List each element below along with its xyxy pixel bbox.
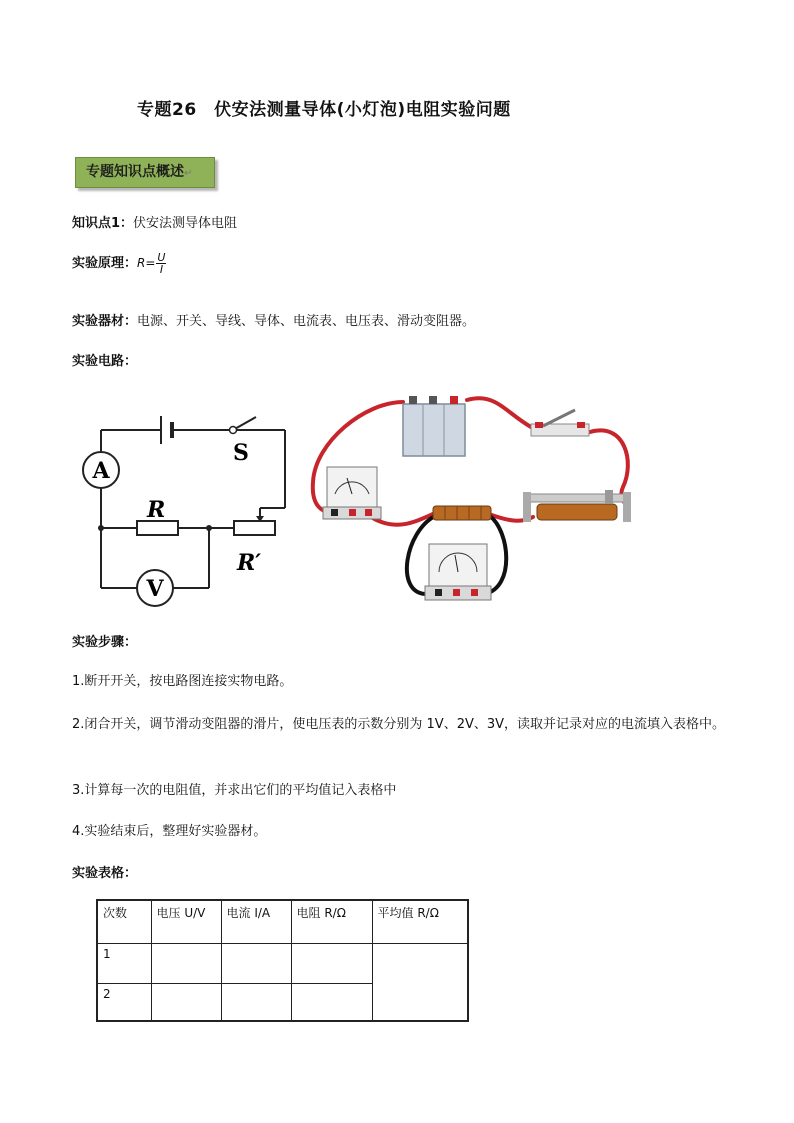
resistor-r: [137, 521, 178, 535]
knowledge-heading: 知识点1：: [72, 216, 134, 231]
knowledge-point: [72, 212, 237, 231]
formula-fraction: [156, 252, 166, 275]
table-cell: [151, 943, 221, 983]
average-cell: [372, 943, 468, 1021]
switch-label: S: [233, 440, 249, 466]
row-index-cell: 2: [97, 983, 151, 1021]
table-cell: [291, 983, 372, 1021]
junction-node: [206, 525, 212, 531]
step-item: 3.计算每一次的电阻值，并求出它们的平均值记入表格中: [72, 783, 397, 798]
principle-heading: 实验原理：: [72, 256, 138, 271]
table-heading: 实验表格：: [72, 866, 138, 881]
section-banner: [75, 157, 215, 188]
return-mark-icon: ↵: [184, 168, 193, 179]
equipment-text: 电源、开关、导线、导体、电流表、电压表、滑动变阻器。: [137, 314, 476, 329]
row-index-cell: 1: [97, 943, 151, 983]
ammeter-device: [323, 467, 381, 519]
junction-node: [98, 525, 104, 531]
voltmeter-label: V: [146, 576, 164, 602]
header-cell: 平均值 R/Ω: [372, 900, 468, 943]
table-cell: [221, 983, 291, 1021]
voltmeter-device: [425, 544, 491, 600]
circuit-heading: 实验电路：: [72, 354, 138, 369]
formula-lhs: R=: [137, 256, 156, 270]
step-item: 4.实验结束后，整理好实验器材。: [72, 824, 267, 839]
rheostat-r-prime: [234, 521, 275, 535]
resistor-label: R: [147, 497, 166, 523]
table-cell: [291, 943, 372, 983]
experiment-table: [96, 899, 469, 1022]
header-cell: 电压 U/V: [151, 900, 221, 943]
formula-numerator: U: [157, 251, 166, 264]
rheostat-label: R′: [237, 550, 262, 576]
equipment-heading: 实验器材：: [72, 314, 138, 329]
page-title: 专题26 伏安法测量导体(小灯泡)电阻实验问题: [137, 100, 511, 120]
ammeter-label: A: [92, 458, 110, 484]
experiment-equipment: [72, 310, 475, 329]
header-cell: 次数: [97, 900, 151, 943]
step-item: 1.断开开关，按电路图连接实物电路。: [72, 674, 293, 689]
formula-denominator: I: [159, 263, 164, 276]
resistor-coil: [433, 506, 491, 520]
table-row: [97, 943, 468, 983]
rheostat-device: [523, 490, 631, 522]
header-cell: 电流 I/A: [221, 900, 291, 943]
apparatus-illustration: [305, 382, 645, 610]
knife-switch: [531, 410, 589, 436]
battery-pack: [403, 396, 465, 456]
banner-label: 专题知识点概述: [86, 164, 184, 180]
switch-contact: [230, 427, 237, 434]
knowledge-text: 伏安法测导体电阻: [133, 216, 238, 231]
table-cell: [221, 943, 291, 983]
steps-heading: 实验步骤：: [72, 635, 138, 650]
circuit-schematic: [75, 400, 300, 610]
experiment-principle: [72, 252, 166, 275]
step-item: 2.闭合开关，调节滑动变阻器的滑片，使电压表的示数分别为 1V、2V、3V，读取并记录对应的电流填入表格中。: [72, 717, 726, 732]
table-cell: [151, 983, 221, 1021]
table-header-row: [97, 900, 468, 943]
header-cell: 电阻 R/Ω: [291, 900, 372, 943]
